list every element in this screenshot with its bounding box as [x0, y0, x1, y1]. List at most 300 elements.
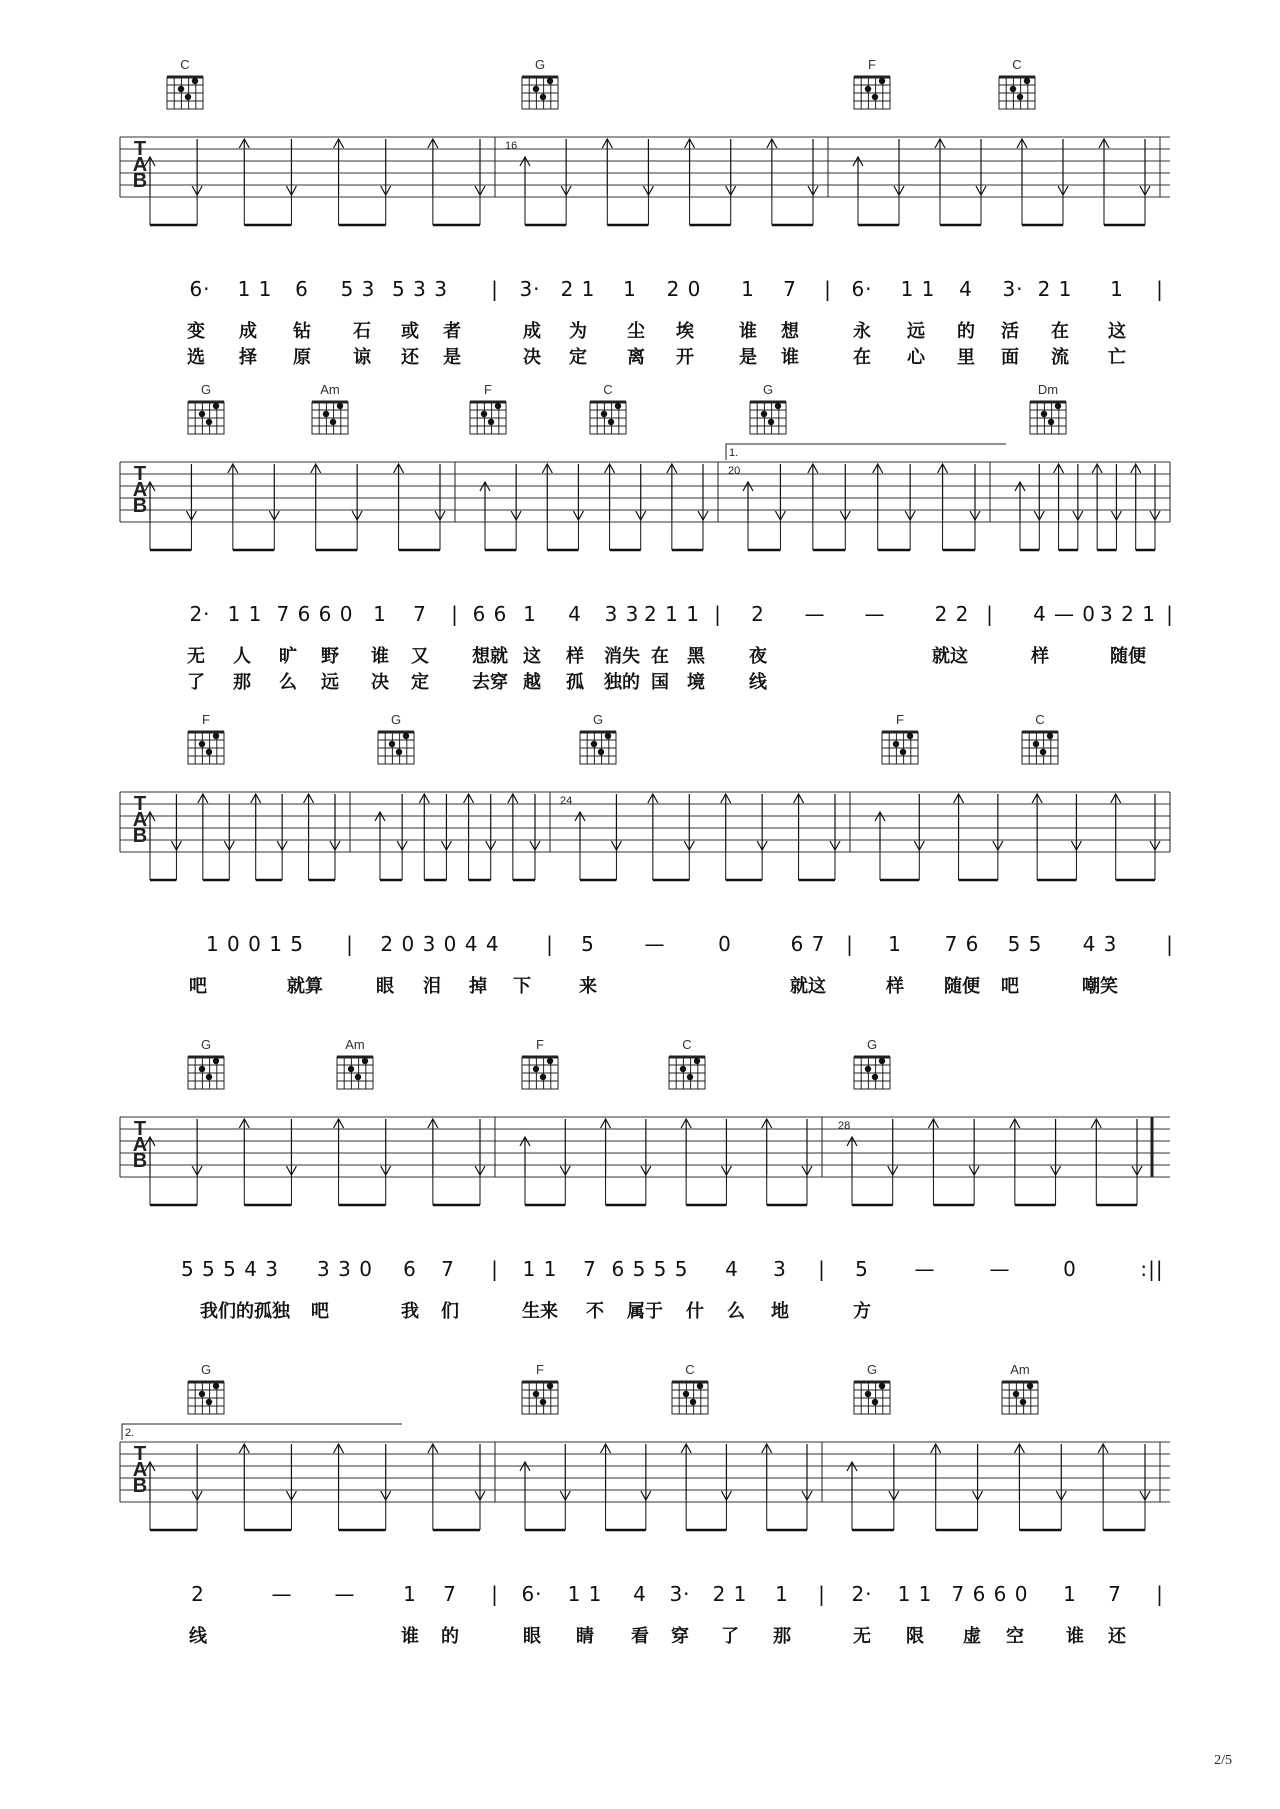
chord-diagram	[188, 1382, 224, 1414]
chord-diagram	[882, 732, 918, 764]
chord-diagram	[1030, 402, 1066, 434]
strum-up-arrow	[667, 464, 677, 550]
lyric-syllable: 属于	[627, 1301, 663, 1322]
strum-up-arrow	[1032, 794, 1042, 880]
strum-down-arrow	[171, 794, 181, 880]
lyric-syllable: 就这	[790, 976, 826, 997]
strum-down-arrow	[286, 139, 296, 225]
lyric-row	[0, 972, 1280, 998]
chord-name: C	[1012, 57, 1022, 72]
strum-up-arrow	[419, 794, 429, 880]
lyric-syllable: 开	[676, 347, 694, 368]
strum-up-arrow	[1015, 482, 1025, 550]
strum-down-arrow	[330, 794, 340, 880]
lyric-syllable: 谅	[353, 347, 371, 368]
strum-down-arrow	[1034, 464, 1044, 550]
chord-diagram	[312, 402, 348, 434]
strum-down-arrow	[286, 1444, 296, 1530]
chord-name: C	[603, 382, 613, 397]
lyric-syllable: 还	[401, 347, 419, 368]
tab-clef-letter: B	[132, 495, 148, 517]
lyric-syllable: 这	[1108, 321, 1126, 342]
measure-number: 24	[560, 795, 573, 807]
lyric-syllable: 离	[627, 347, 645, 368]
jianpu-barline: |	[1166, 932, 1174, 956]
jianpu-note: 1 1	[897, 1582, 933, 1606]
chord-name: F	[484, 382, 492, 397]
chord-diagram	[999, 77, 1035, 109]
strum-down-arrow	[840, 464, 850, 550]
jianpu-note: 7	[413, 602, 427, 626]
strum-up-arrow	[743, 482, 753, 550]
music-system	[0, 1360, 1280, 1680]
jianpu-note: 7 6 6 0	[951, 1582, 1029, 1606]
jianpu-note: 1	[623, 277, 637, 301]
chord-diagram	[1002, 1382, 1038, 1414]
lyric-syllable: 样	[566, 646, 584, 667]
strum-up-arrow	[1054, 464, 1064, 550]
strum-down-arrow	[970, 464, 980, 550]
jianpu-note: 7 6 6 0	[276, 602, 354, 626]
tab-clef-letter: A	[132, 1134, 148, 1156]
jianpu-note: 7	[443, 1582, 457, 1606]
lyric-syllable: 样	[1031, 646, 1049, 667]
strum-up-arrow	[575, 812, 585, 880]
chord-diagram	[470, 402, 506, 434]
tab-staff	[0, 1035, 1280, 1225]
lyric-syllable: 想就	[472, 646, 508, 667]
jianpu-note: 2	[751, 602, 765, 626]
jianpu-note: 5 3 3	[392, 277, 448, 301]
strum-down-arrow	[435, 464, 445, 550]
lyric-syllable: 那	[233, 672, 251, 693]
strum-down-arrow	[560, 1444, 570, 1530]
tab-clef-letter: T	[133, 1118, 147, 1140]
jianpu-note: 3·	[1002, 277, 1024, 301]
strum-up-arrow	[1098, 1444, 1108, 1530]
strum-down-arrow	[1051, 1119, 1061, 1205]
tab-staff	[0, 710, 1280, 900]
strum-down-arrow	[611, 794, 621, 880]
lyric-syllable: 泪	[423, 976, 441, 997]
strum-up-arrow	[520, 1137, 530, 1205]
strum-up-arrow	[480, 482, 490, 550]
strum-up-arrow	[847, 1462, 857, 1530]
strum-up-arrow	[767, 139, 777, 225]
lyric-syllable: 消失	[604, 646, 640, 667]
jianpu-barline: |	[1156, 277, 1164, 301]
chord-name: G	[592, 712, 604, 727]
strum-up-arrow	[520, 157, 530, 225]
jianpu-barline: |	[986, 602, 994, 626]
strum-down-arrow	[969, 1119, 979, 1205]
lyric-syllable: 想	[781, 321, 799, 342]
lyric-syllable: 无	[853, 1626, 871, 1647]
lyric-syllable: 择	[239, 347, 257, 368]
lyric-row	[0, 1297, 1280, 1323]
chord-name: G	[762, 382, 774, 397]
strum-up-arrow	[428, 1444, 438, 1530]
lyric-syllable: 不	[586, 1301, 604, 1322]
jianpu-note: 1 1	[227, 602, 263, 626]
lyric-syllable: 来	[579, 976, 597, 997]
jianpu-barline: |	[491, 1582, 499, 1606]
tab-clef-letter: T	[133, 463, 147, 485]
jianpu-note: 7	[583, 1257, 597, 1281]
chord-name: G	[866, 1362, 878, 1377]
jianpu-note: 1 1	[522, 1257, 558, 1281]
lyric-syllable: 方	[853, 1301, 871, 1322]
jianpu-barline: |	[491, 1257, 499, 1281]
jianpu-barline: |	[491, 277, 499, 301]
strum-up-arrow	[428, 1119, 438, 1205]
strum-down-arrow	[381, 1444, 391, 1530]
jianpu-note: 0	[718, 932, 732, 956]
jianpu-note: 2·	[189, 602, 211, 626]
jianpu-note: 5 5	[1007, 932, 1043, 956]
volta-label: 2.	[125, 1427, 135, 1439]
strum-up-arrow	[681, 1444, 691, 1530]
chord-name: C	[682, 1037, 692, 1052]
lyric-syllable: 的	[957, 321, 975, 342]
strum-down-arrow	[1058, 139, 1068, 225]
jianpu-note: 7 6	[944, 932, 980, 956]
strum-up-arrow	[681, 1119, 691, 1205]
strum-down-arrow	[269, 464, 279, 550]
strum-down-arrow	[973, 1444, 983, 1530]
strum-up-arrow	[1091, 1119, 1101, 1205]
strum-down-arrow	[192, 139, 202, 225]
jianpu-note: 6 7	[790, 932, 826, 956]
jianpu-note: 4	[725, 1257, 739, 1281]
lyric-syllable: 钻	[293, 321, 311, 342]
lyric-syllable: 看	[631, 1626, 649, 1647]
strum-up-arrow	[334, 1444, 344, 1530]
lyric-syllable: 是	[739, 347, 757, 368]
lyric-syllable: 亡	[1108, 347, 1126, 368]
chord-name: C	[1035, 712, 1045, 727]
lyric-syllable: 里	[957, 347, 975, 368]
jianpu-note: 1 1	[900, 277, 936, 301]
jianpu-note: 2 0 3 0 4 4	[380, 932, 500, 956]
strum-up-arrow	[1017, 139, 1027, 225]
strum-down-arrow	[441, 794, 451, 880]
jianpu-note: 1	[1063, 1582, 1077, 1606]
strum-down-arrow	[894, 139, 904, 225]
strum-up-arrow	[198, 794, 208, 880]
chord-name: C	[180, 57, 190, 72]
lyric-syllable: 随便	[944, 976, 980, 997]
lyric-syllable: 掉	[469, 976, 487, 997]
chord-name: F	[896, 712, 904, 727]
strum-down-arrow	[475, 139, 485, 225]
lyric-syllable: 远	[321, 672, 339, 693]
strum-up-arrow	[931, 1444, 941, 1530]
lyric-syllable: 决	[371, 672, 389, 693]
strum-down-arrow	[1111, 464, 1121, 550]
strum-down-arrow	[888, 1119, 898, 1205]
strum-up-arrow	[685, 139, 695, 225]
lyric-syllable: 是	[443, 347, 461, 368]
tab-clef-letter: B	[132, 1150, 148, 1172]
jianpu-barline: |	[818, 1582, 826, 1606]
lyric-syllable: 眼	[523, 1626, 541, 1647]
music-system	[0, 1035, 1280, 1355]
lyric-syllable: 埃	[676, 321, 694, 342]
jianpu-note: 6	[295, 277, 309, 301]
jianpu-note: 1	[523, 602, 537, 626]
jianpu-note: —	[864, 602, 886, 626]
volta-bracket	[122, 1424, 402, 1440]
lyric-syllable: 线	[189, 1626, 207, 1647]
strum-down-arrow	[1132, 1119, 1142, 1205]
lyric-syllable: 下	[513, 976, 531, 997]
lyric-syllable: 原	[293, 347, 311, 368]
tab-clef-letter: A	[132, 809, 148, 831]
strum-up-arrow	[508, 794, 518, 880]
jianpu-barline: |	[546, 932, 554, 956]
jianpu-note: 7	[783, 277, 797, 301]
chord-diagram	[854, 77, 890, 109]
strum-down-arrow	[560, 1119, 570, 1205]
strum-down-arrow	[641, 1444, 651, 1530]
strum-up-arrow	[428, 139, 438, 225]
lyric-syllable: 心	[907, 347, 925, 368]
strum-down-arrow	[381, 139, 391, 225]
strum-down-arrow	[914, 794, 924, 880]
chord-name: G	[534, 57, 546, 72]
strum-down-arrow	[1150, 464, 1160, 550]
strum-down-arrow	[573, 464, 583, 550]
chord-name: F	[536, 1362, 544, 1377]
strum-up-arrow	[938, 464, 948, 550]
lyric-row	[0, 642, 1280, 668]
lyric-syllable: 么	[279, 672, 297, 693]
strum-down-arrow	[684, 794, 694, 880]
tab-clef-letter: B	[132, 825, 148, 847]
strum-up-arrow	[311, 464, 321, 550]
chord-name: G	[390, 712, 402, 727]
page-number: 2/5	[1214, 1753, 1232, 1768]
strum-down-arrow	[286, 1119, 296, 1205]
jianpu-note: 6·	[521, 1582, 543, 1606]
tab-clef-letter: T	[133, 138, 147, 160]
strum-down-arrow	[802, 1444, 812, 1530]
lyric-syllable: 了	[721, 1626, 739, 1647]
chord-name: Dm	[1037, 382, 1059, 397]
strum-down-arrow	[808, 139, 818, 225]
strum-up-arrow	[464, 794, 474, 880]
strum-down-arrow	[802, 1119, 812, 1205]
strum-down-arrow	[475, 1119, 485, 1205]
lyric-syllable: 旷	[279, 646, 297, 667]
strum-down-arrow	[352, 464, 362, 550]
chord-diagram	[188, 1057, 224, 1089]
jianpu-note: —	[989, 1257, 1011, 1281]
jianpu-barline: |	[1166, 602, 1174, 626]
jianpu-note: 1	[403, 1582, 417, 1606]
strum-down-arrow	[1150, 794, 1160, 880]
lyric-syllable: 吧	[189, 976, 207, 997]
strum-down-arrow	[698, 464, 708, 550]
strum-down-arrow	[721, 1444, 731, 1530]
strum-up-arrow	[1131, 464, 1141, 550]
jianpu-note: 7	[441, 1257, 455, 1281]
strum-up-arrow	[520, 1462, 530, 1530]
strum-up-arrow	[334, 1119, 344, 1205]
jianpu-note: 5 5 5 4 3	[180, 1257, 280, 1281]
jianpu-note: 2·	[851, 1582, 873, 1606]
chord-name: G	[866, 1037, 878, 1052]
lyric-syllable: 无	[187, 646, 205, 667]
strum-down-arrow	[186, 464, 196, 550]
strum-down-arrow	[1071, 794, 1081, 880]
lyric-syllable: 野	[321, 646, 339, 667]
tab-clef-letter: B	[132, 170, 148, 192]
strum-up-arrow	[605, 464, 615, 550]
strum-down-arrow	[381, 1119, 391, 1205]
lyric-syllable: 人	[233, 646, 251, 667]
chord-diagram	[522, 77, 558, 109]
strum-down-arrow	[905, 464, 915, 550]
jianpu-barline: |	[451, 602, 459, 626]
jianpu-note: —	[804, 602, 826, 626]
lyric-syllable: 永	[853, 321, 871, 342]
jianpu-note: 6 5 5 5	[611, 1257, 689, 1281]
strum-up-arrow	[794, 794, 804, 880]
strum-down-arrow	[192, 1444, 202, 1530]
strum-up-arrow	[1014, 1444, 1024, 1530]
strum-up-arrow	[239, 1444, 249, 1530]
strum-down-arrow	[486, 794, 496, 880]
lyric-syllable: 境	[687, 672, 705, 693]
measure-number: 20	[728, 465, 741, 477]
jianpu-note: 2 1	[1037, 277, 1073, 301]
lyric-syllable: 空	[1006, 1626, 1024, 1647]
chord-diagram	[854, 1057, 890, 1089]
strum-down-arrow	[993, 794, 1003, 880]
tab-staff	[0, 55, 1280, 245]
lyric-syllable: 或	[401, 321, 419, 342]
jianpu-note: 2 1	[560, 277, 596, 301]
jianpu-note: — 0	[1053, 602, 1097, 626]
strum-up-arrow	[394, 464, 404, 550]
chord-name: Am	[320, 382, 340, 397]
jianpu-row	[0, 932, 1280, 964]
lyric-syllable: 夜	[749, 646, 767, 667]
strum-down-arrow	[397, 794, 407, 880]
jianpu-note: 6·	[189, 277, 211, 301]
jianpu-barline: |	[346, 932, 354, 956]
jianpu-note: 1 1	[237, 277, 273, 301]
strum-down-arrow	[721, 1119, 731, 1205]
lyric-syllable: 线	[749, 672, 767, 693]
chord-diagram	[854, 1382, 890, 1414]
jianpu-note: 3·	[669, 1582, 691, 1606]
tab-clef-letter: T	[133, 1443, 147, 1465]
volta-bracket	[726, 444, 1006, 460]
strum-down-arrow	[1140, 1444, 1150, 1530]
strum-down-arrow	[192, 1119, 202, 1205]
lyric-syllable: 们	[441, 1301, 459, 1322]
tab-staff	[0, 1360, 1280, 1550]
chord-name: G	[200, 382, 212, 397]
jianpu-note: 2 1 1	[644, 602, 700, 626]
jianpu-row	[0, 1257, 1280, 1289]
lyric-syllable: 了	[187, 672, 205, 693]
strum-up-arrow	[239, 139, 249, 225]
lyric-syllable: 成	[239, 321, 257, 342]
chord-name: F	[868, 57, 876, 72]
strum-up-arrow	[762, 1119, 772, 1205]
jianpu-note: 4	[1033, 602, 1047, 626]
lyric-syllable: 流	[1051, 347, 1069, 368]
chord-name: Am	[1010, 1362, 1030, 1377]
strum-up-arrow	[808, 464, 818, 550]
lyric-syllable: 嘲笑	[1082, 976, 1118, 997]
lyric-syllable: 眼	[376, 976, 394, 997]
strum-down-arrow	[224, 794, 234, 880]
lyric-syllable: 谁	[371, 646, 389, 667]
strum-down-arrow	[1056, 1444, 1066, 1530]
chord-diagram	[188, 732, 224, 764]
music-system	[0, 380, 1280, 700]
chord-diagram	[669, 1057, 705, 1089]
lyric-syllable: 生来	[522, 1301, 558, 1322]
lyric-syllable: 睛	[576, 1626, 594, 1647]
strum-down-arrow	[475, 1444, 485, 1530]
strum-up-arrow	[1092, 464, 1102, 550]
jianpu-note: 5	[581, 932, 595, 956]
lyric-syllable: 定	[569, 347, 587, 368]
chord-diagram	[522, 1057, 558, 1089]
tab-clef-letter: A	[132, 154, 148, 176]
strum-up-arrow	[873, 464, 883, 550]
lyric-syllable: 在	[651, 646, 669, 667]
strum-down-arrow	[775, 464, 785, 550]
jianpu-note: 1 1	[567, 1582, 603, 1606]
jianpu-note: 4	[568, 602, 582, 626]
lyric-syllable: 么	[727, 1301, 745, 1322]
strum-up-arrow	[762, 1444, 772, 1530]
lyric-syllable: 在	[1051, 321, 1069, 342]
lyric-syllable: 石	[353, 321, 371, 342]
lyric-row	[0, 1622, 1280, 1648]
jianpu-note: —	[334, 1582, 356, 1606]
jianpu-note: 0	[1063, 1257, 1077, 1281]
lyric-syllable: 谁	[739, 321, 757, 342]
lyric-syllable: 越	[523, 672, 541, 693]
jianpu-note: 4	[959, 277, 973, 301]
strum-up-arrow	[375, 812, 385, 880]
jianpu-note: 3·	[519, 277, 541, 301]
chord-name: G	[200, 1037, 212, 1052]
jianpu-note: 1	[1110, 277, 1124, 301]
lyric-syllable: 在	[853, 347, 871, 368]
lyric-syllable: 独的	[604, 672, 640, 693]
lyric-syllable: 去穿	[472, 672, 508, 693]
jianpu-row	[0, 602, 1280, 634]
lyric-syllable: 尘	[627, 321, 645, 342]
chord-diagram	[188, 402, 224, 434]
jianpu-note: 2 2	[934, 602, 970, 626]
lyric-syllable: 活	[1001, 321, 1019, 342]
strum-down-arrow	[757, 794, 767, 880]
tab-clef-letter: B	[132, 1475, 148, 1497]
lyric-syllable: 变	[187, 321, 205, 342]
lyric-syllable: 穿	[671, 1626, 689, 1647]
jianpu-note: 6	[403, 1257, 417, 1281]
